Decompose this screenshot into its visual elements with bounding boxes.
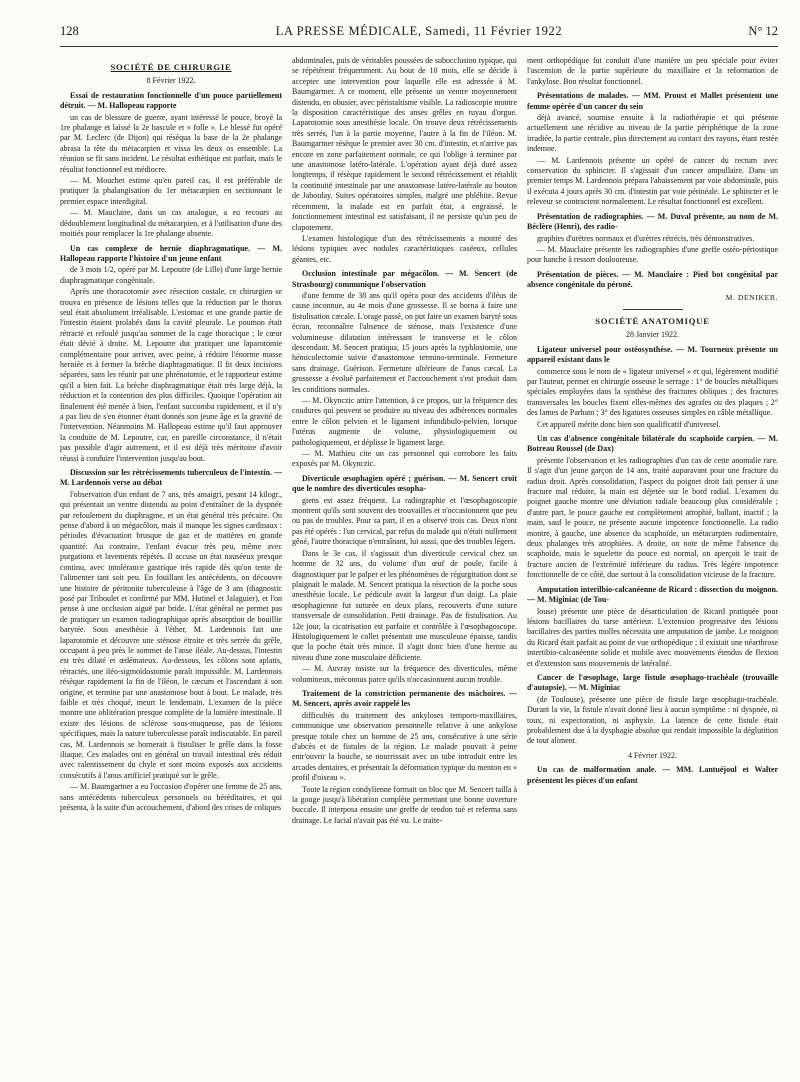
article-title: Un cas d'absence congénitale bilatérale du scaphoïde carpien. — M. Botreau Roussel (de Dax)	[527, 434, 778, 454]
paragraph: ment orthopédique fut conduit d'une manière un peu spéciale pour éviter l'ascension de la partie supérieure du maxillaire et la reformation de l'ankylose. Bon résultat fonctionnel.	[527, 56, 778, 86]
session-date: 28 Janvier 1922.	[625, 330, 680, 340]
article-title: Essai de restauration fonctionnelle d'un pouce partiellement détruit. — M. Hallopeau rapporte	[60, 90, 282, 111]
paragraph: Après une thoracotomie avec résection costale, ce chirurgien se trouva en présence de lésions telles que la réduction par le thorax seul était absolument irréalisable. L'estomac et une grande partie de l'intestin étaient prolabés dans la cavité pleurale. Le poumon était rétracté et refoulé jusqu'au sommet de la cage thoracique ; le cœur était dévié à droite. M. Lepoutre dut pratiquer une laparotomie complémentaire pour arriver, avec peine, à réduire l'énorme masse herniée et à fermer la brèche diaphragmatique. Il fit deux incisions séparées, sans les réunir par une phrénotomie, et le rapporteur estime qu'il a bien fait. La brèche diaphragmatique était très large déjà, la réduction et la contention des plus difficiles. Quoique l'opération ait finalement été menée à bien, l'enfant succomba rapidement, et il n'y a pas lieu de s'en étonner étant donnés son jeune âge et la gravité de l'intervention. Néanmoins M. Hallopeau estime qu'il faut approuver la conduite de M. Lepoutre, car, en pareille circonstance, il n'était pas possible d'agir autrement, et il est déjà très méritoire d'avoir réussi à conduire l'intervention jusqu'au bout.	[60, 287, 282, 463]
article-title: Occlusion intestinale par mégacôlon. — M. Sencert (de Strasbourg) communique l'observation	[292, 269, 517, 289]
paragraph: — M. Okynczic attire l'attention, à ce propos, sur la fréquence des coudures qui peuvent se produire au niveau des adhérences normales entre le côlon pelvien et le ligament infundibulo-pelvien, lorsque l'utérus augmente de volume, physiologiquement ou pathologiquement, et déplisse le ligament large.	[292, 396, 517, 447]
issue-number: N° 12	[748, 24, 778, 38]
article-title: Présentation de pièces. — M. Mauclaire : Pied bot congénital par absence congénitale du péroné.	[527, 269, 778, 290]
paragraph: l'observation d'un enfant de 7 ans, très amaigri, pesant 14 kilogr., qui présentait un ventre distendu au point d'entraîner de la dyspnée par refoulement du diaphragme, et un état général très précaire. On pense d'abord à un mégacôlon, mais il manque les signes cardinaux : périodes d'évacuation brusque de gaz et de matières en grande quantité. Au contraire, l'enfant évacue très peu, même avec purgations et lavements répétés. Il accuse un état nauséeux presque continu, avec intolérance gastrique très rapide dès qu'on tente de l'alimenter tant soit peu. En fouillant les antécédents, on découvre une histoire de péritonite tuberculeuse à l'âge de 3 ans (diagnostic posé par Triboulet et confirmé par MM. Hutinel et Jalaguier), et l'on pense à une occlusion aiguë par bride. L'état général ne permet pas de pratiquer un examen radiographique après absorption de bouillie barytée. Sous anesthésie à l'éther, M. Lardennois fait une laparotomie et découvre une sténose étroite et très serrée du grêle, occupant à peu près le sommet de l'anse iléale. Au-dessus, l'intestin est très dilaté et œdémateux. Au-dessous, les côlons sont aplatis, rétractés, une iléo-sigmoïdostomie paraît impossible. M. Lardennois résèque rapidement la fin de l'iléon, le cæcum et l'ascendant à son origine, et termine par une anastomose bout à bout. Le malade, très faible et très choqué, meurt le lendemain. L'examen de la pièce montre une oblitération presque complète de la lumière intestinale. Il existe des lésions de sclérose sous-muqueuse, pas de lésions spécifiques, mais la nature tuberculeuse paraît indiscutable. En pareil cas, M. Lardennois se bornerait à fistuliser le grêle dans la fosse iliaque. Ces malades ont en général un travail intestinal très réduit avec ralentissement du chyle et sont moins exposés aux accidents consécutifs à l'anus artificiel pratiqué sur le grêle.	[60, 489, 282, 780]
session-date: 8 Février 1922.	[146, 76, 196, 86]
page-header	[60, 24, 778, 44]
paragraph: — M. Mauclaire présente les radiographies d'une greffe ostéo-périostique pour hanche à ressort douloureuse.	[527, 244, 778, 265]
article-title: Présentations de malades. — MM. Proust et Mallet présentent une femme opérée d'un cancer du sein	[527, 91, 778, 111]
paragraph: Dans le 3e cas, il s'agissait d'un diverticule cervical chez un homme de 32 ans, du volume d'un œuf de poule, facile à diagnostiquer par le palper et les phénomènes de régurgitation dont se plaignait le malade. M. Sencert pratiqua la résection de la poche sous anesthésie locale. Le pédicule avait la largeur d'un doigt. La plaie œsophagienne fut suturée en deux plans, recouverts d'une suture transversale de consolidation. Petit drainage. Pas de fistulisation. Au 12e jour, la cicatrisation est parfaite et contrôlée à l'œsophagoscope. Histologiquement le collet présentait une musculeuse épaisse, tandis que la poche était très mince. Il s'agit donc bien d'une hernie au niveau d'une zone musculaire déficiente.	[292, 548, 517, 662]
paragraph: L'examen histologique d'un des rétrécissements a montré des lésions typiques avec nodules caractéristiques caséeux, cellules géantes, etc.	[292, 233, 517, 264]
article-title: Un cas complexe de hernie diaphragmatique. — M. Hallopeau rapporte l'histoire d'un jeune enfant	[60, 243, 282, 263]
paragraph: — M. Mauclaire, dans un cas analogue, a eu recours au dédoublement longitudinal du métacarpien, et à l'utilisation d'une des moitiés pour remplacer la 1re phalange absente.	[60, 208, 282, 239]
column-3	[527, 56, 778, 1078]
article-title: Discussion sur les rétrécissements tuberculeux de l'intestin. — M. Lardennois verse au débat	[60, 468, 282, 488]
paragraph: — M. Lardennois présente un opéré de cancer du rectum avec conservation du sphincter. Il s'agissait d'un cancer ampullaire. Dans un premier temps M. Lardennois prépara l'abaissement par voie abdominale, puis il exécuta 4 jours après 30 cm. d'intestin par voie périnéale. Le sphincter et le releveur se contractent normalement. Le résultat fonctionnel est excellent.	[527, 155, 778, 207]
column-1	[60, 56, 282, 1078]
paragraph: giens est assez fréquent. La radiographie et l'œsophagoscopie montrent qu'ils sont souvent des trouvailles et n'occasionnent que peu ou pas de troubles. Pour sa part, il en a observé trois cas. Deux n'ont pas été opérés : l'un cervical, par refus du malade qui n'était nullement gêné, l'autre thoracique n'entraînant, lui aussi, que des troubles légers.	[292, 495, 517, 547]
paragraph: présente l'observation et les radiographies d'un cas de cette anomalie rare. Il s'agit d'un jeune garçon de 14 ans, traité auparavant pour une fracture du radius droit. Après consolidation, l'aspect du poignet droit fait penser à une fracture mal réduite, la main est déjetée sur le bord radial. L'examen du poignet gauche montre une déviation radiale beaucoup plus considérable ; d'autre part, le pouce gauche est complètement atrophié, ballant, inactif ; la main, sauf le pouce, ne présente aucune impotence fonctionnelle. La radio montre, à gauche, une absence du scaphoïde, un métacarpien rudimentaire, deux phalanges très atrophiées. A droite, on note de même l'absence du scaphoïde, mais le squelette du pouce est normal, on aperçoit le trait de fracture ancien de l'extrémité inférieure du radius. Très légère impotence fonctionnelle de ce côté, due surtout à la consolidation vicieuse de la fracture.	[527, 455, 778, 580]
section-title: SOCIÉTÉ ANATOMIQUE	[595, 315, 710, 326]
paragraph: déjà avancé, soumise ensuite à la radiothérapie et qui présente actuellement une récidive au niveau de la partie périphérique de la zone irradiée, la partie centrale, plus directement au contact des rayons, étant restée indemne.	[527, 113, 778, 154]
article-title: Présentation de radiographies. — M. Duval présente, au nom de M. Béclère (Henri), des radio-	[527, 211, 778, 232]
journal-title: LA PRESSE MÉDICALE, Samedi, 11 Février 1922	[275, 24, 563, 38]
article-title: Ligateur universel pour ostéosynthèse. — M. Tourneux présente un appareil existant dans le	[527, 344, 778, 365]
article-title: Traitement de la constriction permanente des mâchoires. — M. Sencert, après avoir rappelé les	[292, 688, 517, 709]
article-title: Diverticule œsophagien opéré ; guérison. — M. Sencert croit que le nombre des diverticules œsopha-	[292, 473, 517, 494]
paragraph: — M. Auvray insiste sur la fréquence des diverticules, même volumineux, méconnus parce qu'ils n'occasionnent aucun trouble.	[292, 664, 517, 684]
paragraph: — M. Baumgartner a eu l'occasion d'opérer une femme de 25 ans, sans antécédents tuberculeux personnels ou héréditaires, et qui présenta, à la suite d'un accouchement, d'abord des crises de coliques	[60, 782, 282, 813]
paragraph: difficultés du traitement des ankyloses temporo-maxillaires, communique une observation personnelle relative à une ankylose presque totale chez un homme de 25 ans, consécutive à une série d'abcès et de fistules de la région. Le malade pouvait à peine entr'ouvrir la bouche, se nourrissait avec un tube introduit entre les arcades dentaires, et présentait la déformation typique du menton en « profil d'oiseau ».	[292, 710, 517, 783]
article-title: Un cas de malformation anale. — MM. Lantuéjoul et Walter présentent les pièces d'un enfant	[527, 765, 778, 785]
session-date: 4 Février 1922.	[627, 750, 678, 760]
section-divider	[623, 309, 683, 310]
paragraph: un cas de blessure de guerre, ayant intéressé le pouce, broyé la 1re phalange et laissé la 2e bascule et « folle ». Le blessé fut opéré par M. Leclerc (de Dijon) qui réséqua la base de la 2e phalange abrasa la tête du métacarpien et vissa les deux os ensemble. La réunion se fit sans incident. Le résultat esthétique est parfait, mais le résultat fonctionnel est médiocre.	[60, 112, 282, 174]
paragraph: d'une femme de 38 ans qu'il opéra pour des accidents d'iléus de cause inconnue, au 4e mois d'une grossesse. Il se borna à faire une fistulisation cæcale. L'orage passé, on put faire un examen baryté sous écran, reconnaître l'absence de sténose, mais l'existence d'une volumineuse dilatation intéressant le transverse et le côlon descendant. M. Sencert pratiqua, 15 jours après la typhlostomie, une hémicolectomie suivie d'anastomose termino-terminale. Fermeture sans drainage. Guérison. Fermeture ultérieure de l'anus cæcal. La grossesse a évolué parfaitement et l'accouchement s'est produit dans les conditions normales.	[292, 290, 517, 394]
paragraph: abdominales, puis de véritables poussées de subocclusion typique, qui se répétèrent fréquemment. Au bout de 10 mois, elle se décide à accepter une intervention pour laquelle elle est adressée à M. Baumgartner. A ce moment, elle présente un ventre moyennement distendu, en obusier, avec péristaltisme visible. La radioscopie montre la disposition caractéristique des anses grêles en tuyau d'orgue. Laparotomie sous anesthésie locale. On trouve deux rétrécissements très serrés, l'un à la partie moyenne, l'autre à la fin de l'iléon. M. Baumgartner résèque le premier avec 30 cm. d'intestin, et n'arrive pas encore en zone parfaitement normale, ce qui l'oblige à terminer par une anastomose latéro-latérale. L'opération ayant déjà duré assez longtemps, il résèque rapidement le second rétrécissement et rétablit la continuité intestinale par une anastomose latéro-latérale au bouton de Jaboulay. Suites opératoires simples, malgré une phlébite. Revue récemment, la malade est en parfait état, a engraissé, le fonctionnement intestinal est satisfaisant, il ne persiste qu'un peu de clapotement.	[292, 56, 517, 232]
section-title: SOCIÉTÉ DE CHIRURGIE	[110, 62, 232, 72]
paragraph: commerce sous le nom de « ligateur universel » et qui, légèrement modifié par l'auteur, permet en chirurgie osseuse le serrage : 1° de boucles métalliques spéciales employées dans la synthèse des fractures obliques ; des fractures transversales les boucles fixent elles-mêmes des agrafes ou des plaques ; 2° des lames de Parham ; 3° des ligatures osseuses simples en câble métallique.	[527, 366, 778, 418]
page-number: 128	[60, 24, 79, 38]
column-2	[292, 56, 517, 1078]
article-title: Cancer de l'œsophage, large fistule œsophago-trachéale (trouvaille d'autopsie). — M. Miginiac	[527, 672, 778, 693]
paragraph: (de Toulouse), présente une pièce de fistule large œsophago-trachéale. Durant la vie, la fistule n'avait donné lieu à aucun symptôme : ni dyspnée, ni toux, ni expectoration, ni asphyxie. La latence de cette fistule était probablement due à la dysphagie absolue qui rendait impossible la déglutition de tout aliment.	[527, 694, 778, 746]
article-title: Amputation interilbio-calcanéenne de Ricard : dissection du moignon. — M. Miginiac (de Tou-	[527, 584, 778, 605]
paragraph: Toute la région condylienne formait un bloc que M. Sencert tailla à la gouge jusqu'à libération complète permettant une bonne ouverture buccale. Il interposa ensuite une greffe de tendon tué et referma sans drainage. Le facial n'avait pas été vu. Le traite-	[292, 784, 517, 825]
header-rule	[60, 46, 778, 47]
paragraph: — M. Mouchet estime qu'en pareil cas, il est préférable de pratiquer la phalangisation du 1er métacarpien en sectionnant le premier espace interdigital.	[60, 176, 282, 206]
paragraph: Cet appareil mérite donc bien son qualificatif d'universel.	[537, 419, 721, 429]
author-signature: M. DENIKER.	[725, 292, 778, 302]
paragraph: de 3 mois 1/2, opéré par M. Lepoutre (de Lille) d'une large hernie diaphragmatique congénitale.	[60, 265, 282, 285]
paragraph: — M. Mathieu cite un cas personnel qui corrobore les faits exposés par M. Okynczic.	[292, 449, 517, 469]
paragraph: graphies d'urètres normaux et d'urètres rétrécis, très démonstratives.	[537, 233, 755, 243]
paragraph: louse) présente une pièce de désarticulation de Ricard pratiquée pour lésions bacillaires du tarse antérieur. L'extension progressive des lésions bacillaires des parties molles nécessita une amputation de jambe. Le moignon du Ricard était parfait au point de vue orthopédique ; il existait une néarthrose intertibio-calcanéenne solide et mobile avec mouvements étendus de flexion et d'extension sans mouvements de latéralité.	[527, 606, 778, 668]
